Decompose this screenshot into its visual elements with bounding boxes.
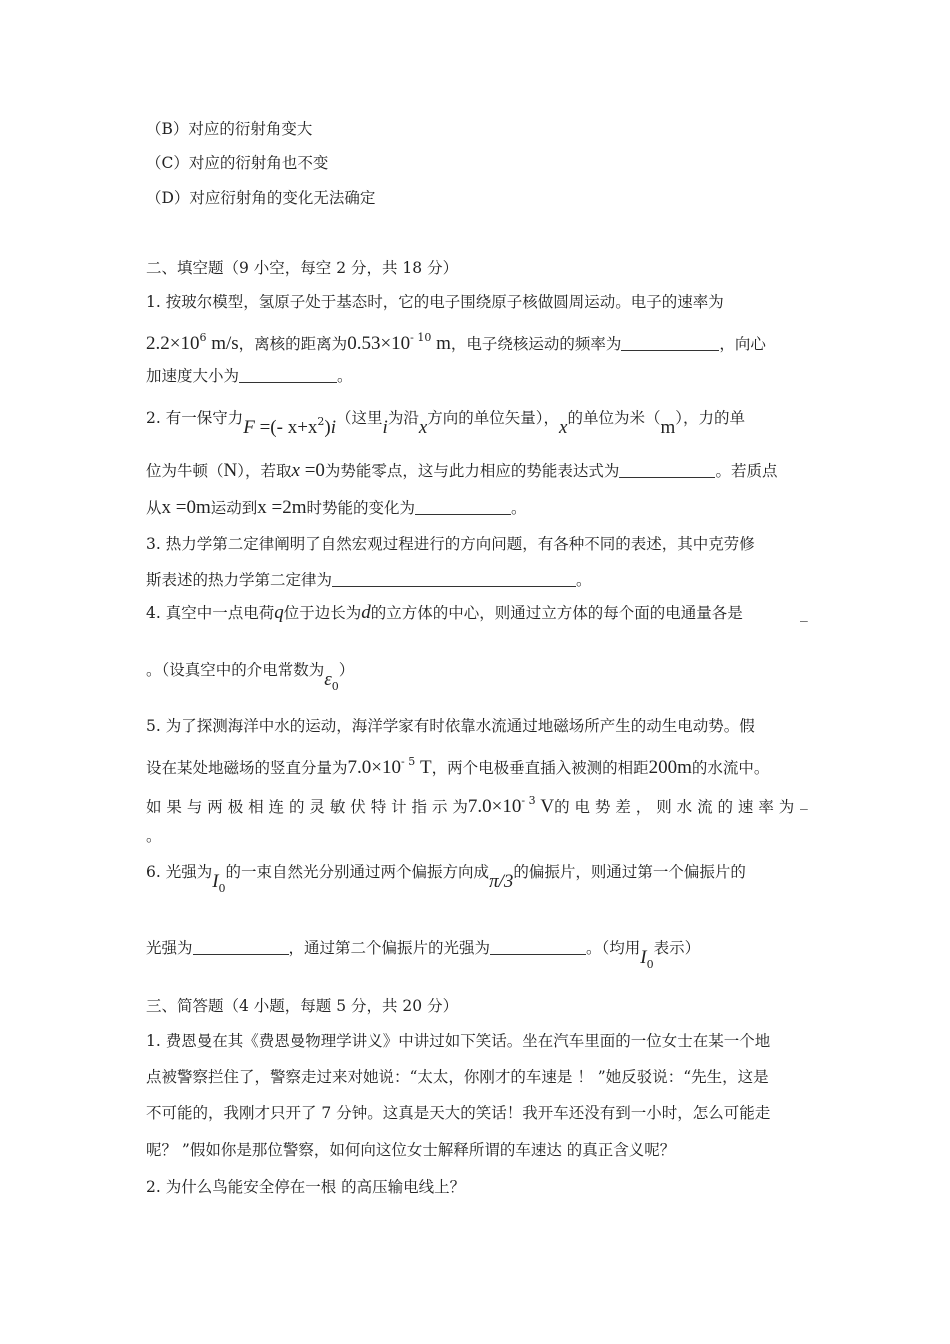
q5-field-exp: - 5 xyxy=(400,755,416,768)
q1-radius: 0.53×10 xyxy=(347,333,411,354)
q1-text-c: ，向心 xyxy=(719,335,766,353)
q2-line3-b: 运动到 xyxy=(210,499,258,517)
q4-eps-sub: 0 xyxy=(331,680,339,693)
q4-line2 xyxy=(146,660,355,693)
q3-line2-pre: 斯表述的热力学第二定律为 xyxy=(146,571,333,589)
q6-line2-a: 光强为 xyxy=(146,939,193,957)
q2-line2-b: ），若取 xyxy=(237,462,292,480)
q5-volt-exp: - 3 xyxy=(521,794,536,807)
q2-line1 xyxy=(146,402,746,438)
q2-sym-i: i xyxy=(382,417,388,438)
q2-from: x =0m xyxy=(161,497,211,518)
q3-blank-statement[interactable] xyxy=(332,572,576,587)
q1-speed-unit: m/s xyxy=(206,333,239,354)
q2-text3: 方向的单位矢量）， xyxy=(427,409,560,427)
q5-line2-b: ，两个电极垂直插入被测的相距 xyxy=(431,759,649,777)
q2-pre: 2. 有一保守力 xyxy=(146,409,244,427)
q2-unit-n: N xyxy=(223,460,238,481)
q1-line3-pre: 加速度大小为 xyxy=(146,367,240,385)
q4-eps: ε xyxy=(324,669,332,690)
q6-line2 xyxy=(146,938,701,971)
q6-mid: 的一束自然光分别通过两个偏振方向成 xyxy=(225,863,490,881)
q1-blank-frequency[interactable] xyxy=(621,336,719,351)
q6-line2-c: 。（均用 xyxy=(586,939,641,957)
q4-post: 的立方体的中心，则通过立方体的每个面的电通量各是 xyxy=(370,604,743,622)
q5-line1: 5. 为了探测海洋中水的运动，海洋学家有时依靠水流通过地磁场所产生的动生电动势。假 xyxy=(146,717,755,735)
q2-line2-c: 为势能零点，这与此力相应的势能表达式为 xyxy=(324,462,620,480)
q2-blank-change[interactable] xyxy=(415,500,511,515)
q2-text2: 为沿 xyxy=(387,409,419,427)
q5-dist: 200m xyxy=(648,757,692,778)
q2-to: x =2m xyxy=(257,497,307,518)
q6-blank-first[interactable] xyxy=(193,940,289,955)
q4-charge: q xyxy=(274,602,284,623)
q5-line3-a: 如 果 与 两 极 相 连 的 灵 敏 伏 特 计 指 示 为 xyxy=(146,798,468,816)
q2-formula-f: F xyxy=(243,417,255,438)
option-b: （B）对应的衍射角变大 xyxy=(146,120,313,138)
q2-text4: 的单位为米（ xyxy=(567,409,661,427)
q3-line1: 3. 热力学第二定律阐明了自然宏观过程进行的方向问题，有各种不同的表述，其中克劳修 xyxy=(146,535,755,553)
q3-line2 xyxy=(146,570,592,590)
q5-volt-unit: V xyxy=(535,796,555,817)
q1-text-a: ，离核的距离为 xyxy=(238,335,348,353)
q5-line3-b: 的 电 势 差 ， 则 水 流 的 速 率 为 xyxy=(554,798,795,816)
short-section-heading: 三、简答题（4 小题，每题 5 分，共 20 分） xyxy=(146,997,459,1015)
q6-line1 xyxy=(146,862,746,895)
q2-formula-end: ) xyxy=(324,417,331,438)
q6-blank-second[interactable] xyxy=(490,940,586,955)
q4-line2-end: ） xyxy=(338,661,355,679)
q5-line4: 。 xyxy=(146,827,162,845)
q2-line3-d: 。 xyxy=(511,499,527,517)
q1-line1: 1. 按玻尔模型，氢原子处于基态时，它的电子围绕原子核做圆周运动。电子的速率为 xyxy=(146,293,724,311)
q5-line2-a: 设在某处地磁场的竖直分量为 xyxy=(146,759,348,777)
q5-line2 xyxy=(146,752,769,778)
q2-cond: x xyxy=(291,460,300,481)
q1-blank-acceleration[interactable] xyxy=(239,368,337,383)
q1-line3-post: 。 xyxy=(337,367,353,385)
q2-unit-m: m xyxy=(660,417,676,438)
q2-line2 xyxy=(146,461,777,481)
q6-i0: I xyxy=(212,871,219,892)
option-c: （C）对应的衍射角也不变 xyxy=(146,154,329,172)
q6-line2-sub: 0 xyxy=(646,958,654,971)
q1-radius-exp: - 10 xyxy=(410,331,432,344)
q2-text1: （这里 xyxy=(336,409,383,427)
q5-field-unit: T xyxy=(415,757,432,778)
q2-text5: ），力的单 xyxy=(675,409,746,427)
q2-line3 xyxy=(146,498,527,518)
sq1-line3: 不可能的，我刚才只开了 7 分钟。这真是天大的笑话！我开车还没有到一小时，怎么可能走 xyxy=(146,1104,771,1122)
q1-speed-exp: 6 xyxy=(199,331,207,344)
q6-line2-d: 表示） xyxy=(653,939,701,957)
q4-line2-text: 。（设真空中的介电常数为 xyxy=(146,661,325,679)
q6-line2-i: I xyxy=(640,947,647,968)
sq1-line1: 1. 费恩曼在其《费恩曼物理学讲义》中讲过如下笑话。坐在汽车里面的一位女士在某一个地 xyxy=(146,1032,771,1050)
q1-line3 xyxy=(146,366,353,386)
q5-line2-c: 的水流中。 xyxy=(691,759,770,777)
q4-line1 xyxy=(146,603,743,623)
q2-formula-exp: 2 xyxy=(317,415,325,428)
sq1-line4: 呢？ ”假如你是那位警察，如何向这位女士解释所谓的车速达 的真正含义呢？ xyxy=(146,1141,676,1159)
q2-line3-c: 时势能的变化为 xyxy=(306,499,416,517)
q2-sym-x2: x xyxy=(559,417,568,438)
q2-line3-a: 从 xyxy=(146,499,162,517)
q3-line2-post: 。 xyxy=(576,571,592,589)
sq1-line2: 点被警察拦住了，警察走过来对她说：“太太，你刚才的车速是 ！ ”她反驳说：“先生，这是 xyxy=(146,1068,769,1086)
q6-angle: π/3 xyxy=(489,871,514,892)
q6-i0-sub: 0 xyxy=(218,882,226,895)
q5-line3-tail: _ xyxy=(800,792,808,810)
q1-radius-unit: m xyxy=(431,333,451,354)
fill-section-heading: 二、填空题（9 小空，每空 2 分，共 18 分） xyxy=(146,259,459,277)
q2-sym-x: x xyxy=(418,417,428,438)
q2-blank-potential[interactable] xyxy=(619,463,715,478)
sq2-line1: 2. 为什么鸟能安全停在一根 的高压输电线上？ xyxy=(146,1178,466,1196)
q5-field: 7.0×10 xyxy=(347,757,401,778)
q4-mid: 位于边长为 xyxy=(283,604,362,622)
q4-pre: 4. 真空中一点电荷 xyxy=(146,604,275,622)
q1-line2 xyxy=(146,328,766,354)
q1-text-b: ，电子绕核运动的频率为 xyxy=(450,335,622,353)
q5-volt: 7.0×10 xyxy=(467,796,522,817)
q1-speed: 2.2×10 xyxy=(146,333,200,354)
q5-line3 xyxy=(146,791,794,817)
q6-pre: 6. 光强为 xyxy=(146,863,213,881)
q2-formula-mid: =(- x+x xyxy=(254,417,318,438)
q2-line2-a: 位为牛顿（ xyxy=(146,462,224,480)
q4-tail: _ xyxy=(800,604,808,622)
q2-cond-val: =0 xyxy=(299,460,325,481)
q2-line2-d: 。若质点 xyxy=(715,462,778,480)
option-d: （D）对应衍射角的变化无法确定 xyxy=(146,189,376,207)
q6-post: 的偏振片，则通过第一个偏振片的 xyxy=(513,863,746,881)
q4-edge: d xyxy=(361,602,371,623)
q2-formula-i: i xyxy=(330,417,337,438)
q6-line2-b: ，通过第二个偏振片的光强为 xyxy=(288,939,491,957)
